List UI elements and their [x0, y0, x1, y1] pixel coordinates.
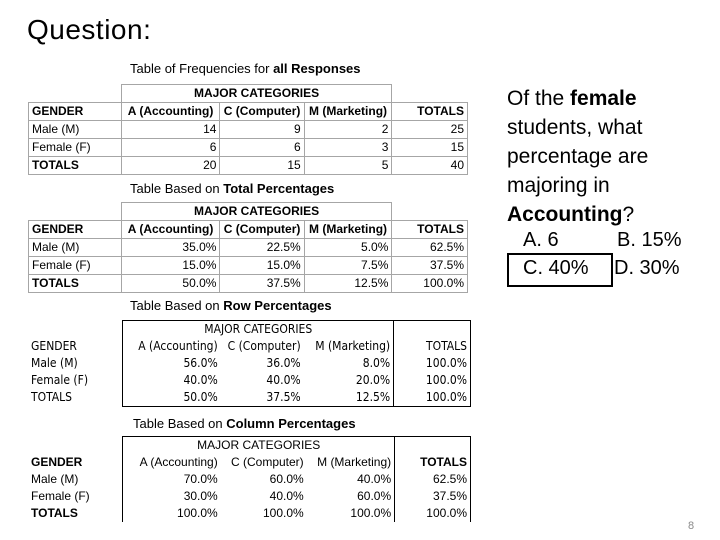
table-cell: 100.0%: [123, 505, 221, 522]
row-label: Female (F): [29, 139, 122, 157]
column-header: M (Marketing): [304, 103, 392, 121]
empty-cell: [28, 321, 123, 339]
table-cell: 40.0%: [269, 489, 304, 503]
row-label: TOTALS: [29, 275, 122, 293]
column-header: M (Marketing): [315, 339, 391, 353]
table-row: [29, 157, 468, 175]
column-percentages-table: [28, 436, 471, 522]
empty-cell: [392, 203, 468, 221]
column-header: C (Computer): [220, 103, 304, 121]
answer-option-b[interactable]: B. 15%: [617, 229, 682, 251]
row-label: TOTALS: [31, 390, 72, 405]
table-row: [29, 139, 468, 157]
column-header: TOTALS: [392, 103, 468, 121]
column-header: A (Accounting): [123, 338, 221, 355]
table-cell: 14: [121, 121, 220, 139]
column-header: C (Computer): [227, 339, 301, 353]
table-cell: 37.5%: [395, 488, 471, 505]
total-percentages-table: [28, 202, 468, 293]
row-label: Male (M): [29, 121, 122, 139]
column-header: TOTALS: [395, 454, 471, 471]
empty-cell: [394, 321, 471, 339]
major-categories-header: MAJOR CATEGORIES: [121, 85, 392, 103]
table-cell: 9: [220, 121, 304, 139]
table-cell: 37.5%: [220, 275, 304, 293]
column-header: TOTALS: [392, 221, 468, 239]
row-label: Male (M): [31, 356, 78, 370]
table-row: [29, 239, 468, 257]
table-row: [28, 372, 471, 389]
table-cell: 50.0%: [123, 389, 221, 407]
table-cell: 100.0%: [394, 389, 471, 407]
table-row: [28, 471, 471, 488]
table-cell: 100.0%: [392, 275, 468, 293]
frequency-table: [28, 84, 468, 175]
empty-cell: [392, 85, 468, 103]
table-cell: 2: [304, 121, 392, 139]
header-row: [29, 103, 468, 121]
row-percentages-table: [28, 320, 471, 407]
table-cell: 36.0%: [266, 356, 301, 370]
table-cell: 70.0%: [123, 471, 221, 488]
table-cell: 15.0%: [121, 257, 220, 275]
table-caption-total-percentages: Table Based on Total Percentages: [130, 181, 335, 196]
table-cell: 40.0%: [266, 373, 301, 387]
table-row: [28, 389, 471, 407]
table-cell: 56.0%: [123, 355, 221, 372]
column-header: M (Marketing): [317, 455, 392, 469]
column-header: M (Marketing): [304, 221, 392, 239]
table-cell: 40.0%: [123, 372, 221, 389]
table-cell: 40.0%: [357, 472, 392, 486]
header-row: [28, 454, 471, 471]
table-cell: 60.0%: [357, 489, 392, 503]
row-label: TOTALS: [31, 506, 78, 520]
table-cell: 3: [304, 139, 392, 157]
table-cell: 12.5%: [304, 389, 394, 407]
table-cell: 22.5%: [220, 239, 304, 257]
table-cell: 5: [304, 157, 392, 175]
table-cell: 100.0%: [394, 372, 471, 389]
table-cell: 50.0%: [121, 275, 220, 293]
table-cell: 100.0%: [394, 355, 471, 372]
table-cell: 37.5%: [221, 389, 304, 407]
table-cell: 35.0%: [121, 239, 220, 257]
table-cell: 7.5%: [304, 257, 392, 275]
table-cell: 15.0%: [220, 257, 304, 275]
table-row: [29, 275, 468, 293]
major-categories-header: MAJOR CATEGORIES: [123, 321, 394, 339]
answer-option-c[interactable]: C. 40%: [523, 257, 589, 279]
table-cell: 15: [220, 157, 304, 175]
slide-title: Question:: [27, 14, 152, 45]
table-cell: 100.0%: [395, 505, 471, 522]
table-cell: 6: [121, 139, 220, 157]
table-cell: 15: [392, 139, 468, 157]
answer-option-a[interactable]: A. 6: [523, 229, 559, 251]
table-row: [29, 257, 468, 275]
table-caption-column-percentages: Table Based on Column Percentages: [133, 416, 356, 431]
major-categories-header: MAJOR CATEGORIES: [121, 203, 392, 221]
row-label: Male (M): [31, 472, 79, 486]
column-header: C (Computer): [230, 455, 304, 469]
empty-cell: [29, 203, 122, 221]
page-number: 8: [688, 520, 695, 532]
row-label: Female (F): [31, 489, 90, 503]
major-categories-header: MAJOR CATEGORIES: [123, 437, 395, 455]
header-row: [29, 221, 468, 239]
table-caption-frequencies: Table of Frequencies for all Responses: [130, 61, 361, 76]
table-row: [28, 488, 471, 505]
column-header: A (Accounting): [121, 221, 220, 239]
answer-option-d[interactable]: D. 30%: [614, 257, 680, 279]
row-label: Female (F): [29, 257, 122, 275]
table-cell: 100.0%: [350, 506, 392, 520]
column-header: A (Accounting): [121, 103, 220, 121]
row-label: TOTALS: [29, 157, 122, 175]
empty-cell: [29, 85, 122, 103]
table-cell: 100.0%: [262, 506, 304, 520]
table-cell: 60.0%: [269, 472, 304, 486]
gender-header: GENDER: [29, 221, 122, 239]
empty-cell: [395, 437, 471, 455]
table-cell: 25: [392, 121, 468, 139]
question-text: Of the female students, what percentage are majoring in Accounting?: [507, 87, 649, 226]
column-header: C (Computer): [220, 221, 304, 239]
gender-header: GENDER: [31, 339, 77, 353]
table-cell: 8.0%: [362, 356, 391, 370]
table-cell: 20.0%: [355, 373, 391, 387]
table-cell: 6: [220, 139, 304, 157]
row-label: Male (M): [29, 239, 122, 257]
empty-cell: [28, 437, 123, 455]
column-header: TOTALS: [394, 338, 471, 355]
gender-header: GENDER: [31, 455, 83, 469]
table-row: [28, 505, 471, 522]
gender-header: GENDER: [29, 103, 122, 121]
table-cell: 62.5%: [395, 471, 471, 488]
table-cell: 20: [121, 157, 220, 175]
header-row: [28, 338, 471, 355]
table-cell: 37.5%: [392, 257, 468, 275]
table-cell: 12.5%: [304, 275, 392, 293]
row-label: Female (F): [31, 373, 89, 387]
table-row: [29, 121, 468, 139]
column-header: A (Accounting): [123, 454, 221, 471]
table-cell: 40: [392, 157, 468, 175]
table-cell: 62.5%: [392, 239, 468, 257]
table-row: [28, 355, 471, 372]
table-cell: 30.0%: [123, 488, 221, 505]
table-cell: 5.0%: [304, 239, 392, 257]
table-caption-row-percentages: Table Based on Row Percentages: [130, 298, 332, 313]
